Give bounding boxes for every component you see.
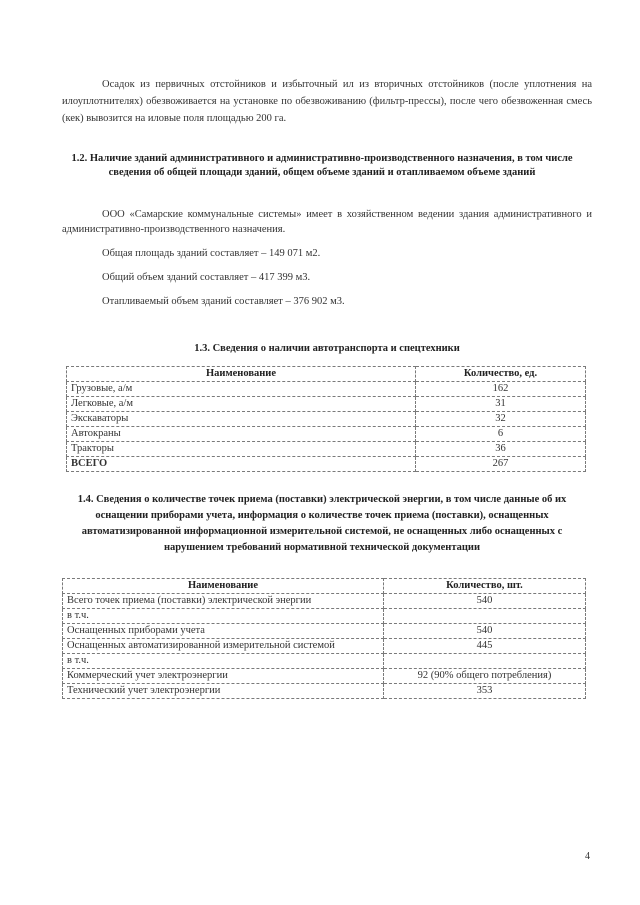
table-total-row	[67, 457, 586, 472]
section-1-4-heading: 1.4. Сведения о количестве точек приема (поставки) электрической энергии, в том числе данные об их оснащении приборами учета, информация о количестве точек приема (поставки), оснащенных автоматизированной информационной измерительной системой, не оснащенных либо оснащенных с нарушением требований нормативной технической документации	[77, 494, 567, 553]
table-row	[67, 397, 586, 412]
row-name: Тракторы	[67, 442, 416, 457]
table-row	[63, 684, 586, 699]
power-points-table	[62, 578, 586, 699]
row-value: 353	[384, 684, 586, 699]
row-value: 162	[416, 382, 586, 397]
row-value	[384, 609, 586, 624]
row-name: Коммерческий учет электроэнергии	[63, 669, 384, 684]
table-row	[63, 639, 586, 654]
total-value: 267	[416, 457, 586, 472]
table-row	[67, 412, 586, 427]
row-name: в т.ч.	[63, 609, 384, 624]
table-header-row	[67, 367, 586, 382]
row-value: 92 (90% общего потребления)	[384, 669, 586, 684]
column-header-quantity: Количество, ед.	[416, 367, 586, 382]
table-row	[63, 624, 586, 639]
row-name: Оснащенных автоматизированной измерительной системой	[63, 639, 384, 654]
table-row	[63, 669, 586, 684]
table-row	[67, 382, 586, 397]
row-value: 36	[416, 442, 586, 457]
row-name: Экскаваторы	[67, 412, 416, 427]
total-area-line: Общая площадь зданий составляет – 149 071 м2.	[102, 248, 321, 259]
table-row	[67, 442, 586, 457]
table-row	[63, 609, 586, 624]
row-value: 540	[384, 624, 586, 639]
row-name: Всего точек приема (поставки) электрической энергии	[63, 594, 384, 609]
column-header-name: Наименование	[67, 367, 416, 382]
row-name: Грузовые, а/м	[67, 382, 416, 397]
column-header-name: Наименование	[63, 579, 384, 594]
row-name: Оснащенных приборами учета	[63, 624, 384, 639]
table-row	[63, 654, 586, 669]
row-value: 445	[384, 639, 586, 654]
row-name: Автокраны	[67, 427, 416, 442]
row-name: Технический учет электроэнергии	[63, 684, 384, 699]
row-value: 540	[384, 594, 586, 609]
column-header-quantity: Количество, шт.	[384, 579, 586, 594]
heated-volume-line: Отапливаемый объем зданий составляет – 376 902 м3.	[102, 296, 345, 307]
page-number: 4	[585, 851, 590, 862]
row-name: Легковые, а/м	[67, 397, 416, 412]
row-value: 32	[416, 412, 586, 427]
table-row	[63, 594, 586, 609]
table-row	[67, 427, 586, 442]
intro-paragraph: Осадок из первичных отстойников и избыточный ил из вторичных отстойников (после уплотнения на илоуплотнителях) обезвоживается на установке по обезвоживанию (фильтр-прессы), после чего обезвоженная смесь (кек) вывозится на иловые поля площадью 200 га.	[62, 79, 592, 124]
row-value: 31	[416, 397, 586, 412]
total-volume-line: Общий объем зданий составляет – 417 399 м3.	[102, 272, 311, 283]
row-value: 6	[416, 427, 586, 442]
section-1-2-heading: 1.2. Наличие зданий административного и административно-производственного назначения, в том числе сведения об общей площади зданий, общем объеме зданий и отапливаемом объеме зданий	[71, 153, 573, 178]
vehicles-table	[66, 366, 586, 472]
section-1-3-heading: 1.3. Сведения о наличии автотранспорта и спецтехники	[194, 343, 460, 354]
row-value	[384, 654, 586, 669]
row-name: в т.ч.	[63, 654, 384, 669]
total-name: ВСЕГО	[67, 457, 416, 472]
section-1-2-paragraph: ООО «Самарские коммунальные системы» имеет в хозяйственном ведении здания административного и административно-производственного назначения.	[62, 209, 592, 235]
table-header-row	[63, 579, 586, 594]
